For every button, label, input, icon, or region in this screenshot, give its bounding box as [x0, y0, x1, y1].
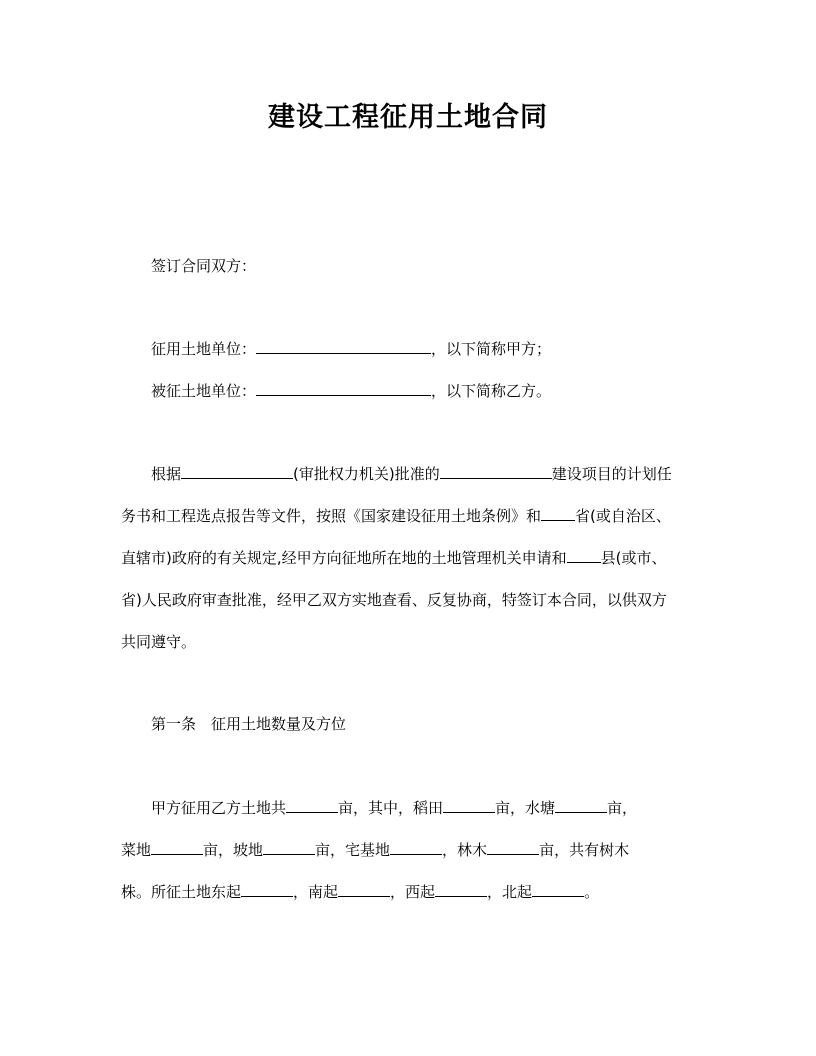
province-blank	[541, 506, 575, 521]
para2-text: 菜地	[121, 841, 152, 859]
party-b-label: 被征土地单位：	[151, 382, 257, 400]
party-b-suffix: ，以下简称乙方。	[431, 382, 552, 400]
homestead-blank	[390, 840, 442, 855]
para2-text: 亩，水塘	[495, 799, 556, 817]
party-b-blank	[256, 381, 431, 396]
west-boundary-blank	[435, 882, 487, 897]
party-a-blank	[256, 339, 431, 354]
para2-text: ，林木	[442, 841, 488, 859]
para1-text: 根据	[151, 465, 182, 483]
para1-text: 务书和工程选点报告等文件，按照《国家建设征用土地条例》和	[121, 507, 542, 525]
para1-text: (审批权力机关)批准的	[293, 465, 440, 483]
para1-line-3	[121, 548, 701, 568]
para2-text: 亩，	[607, 799, 638, 817]
para2-line-2	[121, 840, 701, 860]
article1-heading: 第一条 征用土地数量及方位	[151, 715, 347, 733]
total-area-blank	[286, 798, 338, 813]
para1-line-2	[121, 506, 701, 526]
project-blank	[440, 464, 552, 479]
para2-text: 亩，坡地	[203, 841, 264, 859]
party-a-label: 征用土地单位：	[151, 340, 257, 358]
para2-text: 株。所征土地东起	[121, 883, 242, 901]
para2-text: ，北起	[487, 883, 533, 901]
authority-blank	[181, 464, 293, 479]
parties-heading: 签订合同双方：	[151, 257, 257, 275]
party-a-suffix: ，以下简称甲方；	[431, 340, 552, 358]
para1-line-1	[151, 464, 701, 484]
para2-text: 亩，其中，稻田	[338, 799, 444, 817]
para2-text: 。	[584, 883, 600, 901]
para2-line-1	[151, 798, 701, 818]
paddy-blank	[443, 798, 495, 813]
para1-text: 县(或市、	[600, 549, 667, 567]
para2-line-3	[121, 882, 701, 902]
document-title: 建设工程征用土地合同	[268, 102, 548, 133]
para2-text: 亩，宅基地	[315, 841, 391, 859]
para2-text: ，南起	[293, 883, 339, 901]
forest-blank	[487, 840, 539, 855]
para1-line-4: 省)人民政府审查批准，经甲乙双方实地查看、反复协商，特签订本合同，以供双方	[121, 591, 667, 609]
slope-blank	[263, 840, 315, 855]
para1-text: 直辖市)政府的有关规定,经甲方向征地所在地的土地管理机关申请和	[121, 549, 567, 567]
para1-line-5: 共同遵守。	[121, 633, 197, 651]
east-boundary-blank	[241, 882, 293, 897]
county-blank	[567, 548, 601, 563]
para1-text: 省(或自治区、	[575, 507, 671, 525]
party-a-line	[151, 339, 701, 359]
para2-text: 亩，共有树木	[539, 841, 630, 859]
pond-blank	[555, 798, 607, 813]
vegetable-blank	[151, 840, 203, 855]
north-boundary-blank	[532, 882, 584, 897]
party-b-line	[151, 381, 701, 401]
para2-text: ，西起	[390, 883, 436, 901]
para2-text: 甲方征用乙方土地共	[151, 799, 287, 817]
para1-text: 建设项目的计划任	[551, 465, 672, 483]
south-boundary-blank	[338, 882, 390, 897]
